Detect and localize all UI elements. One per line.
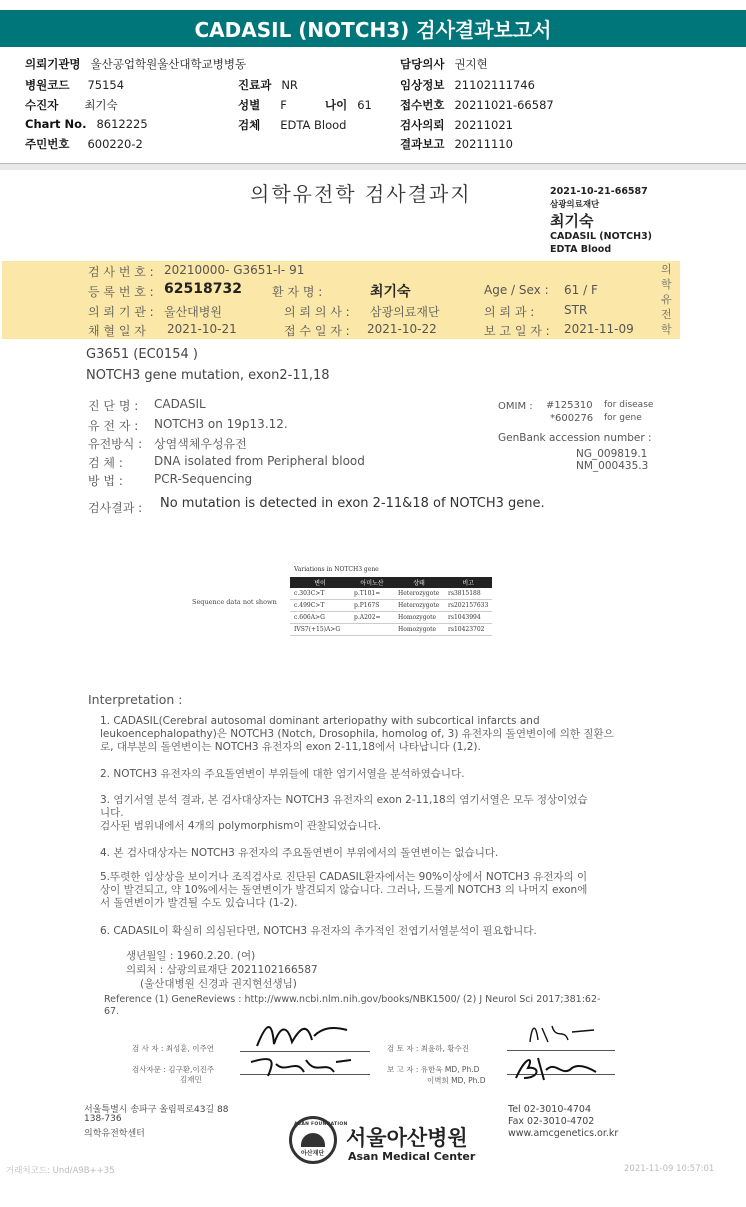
var-cell: rs202157633 bbox=[444, 600, 492, 612]
chart-no-field: Chart No. 8612225 bbox=[25, 117, 148, 131]
interp-1a: 1. CADASIL(Cerebral autosomal dominant arteriopathy with subcortical infarcts and bbox=[100, 715, 540, 727]
reg-no-label: 등 록 번 호 : bbox=[88, 285, 154, 299]
result-label: 검사결과 : bbox=[88, 501, 143, 515]
var-col-header: 변이 bbox=[290, 577, 350, 588]
test-name: NOTCH3 gene mutation, exon2-11,18 bbox=[86, 368, 330, 383]
omim-gene: *600276 bbox=[550, 413, 594, 424]
omim-gene-note: for gene bbox=[604, 413, 642, 423]
gene-value: NOTCH3 on 19p13.12. bbox=[154, 417, 288, 431]
inherit-label: 유전방식 : bbox=[88, 437, 143, 451]
tester: 검 사 자 : 최성훈, 이주연 bbox=[132, 1044, 215, 1053]
reg-no: 62518732 bbox=[164, 281, 242, 297]
ref-doc-label: 의 뢰 의 사 : bbox=[284, 305, 350, 319]
asan-seal-icon bbox=[289, 1116, 348, 1164]
method-value: PCR-Sequencing bbox=[154, 472, 253, 486]
specimen-type-label: 검 체 : bbox=[88, 456, 123, 470]
interp-4: 4. 본 검사대상자는 NOTCH3 유전자의 주요돌연변이 부위에서의 돌연변이는 없습니다. bbox=[100, 847, 499, 859]
interp-2: 2. NOTCH3 유전자의 주요돌연변이 부위들에 대한 염기서열을 분석하였습니다. bbox=[100, 768, 465, 780]
interp-3c: 검사된 범위내에서 4개의 polymorphism이 관찰되었습니다. bbox=[100, 820, 382, 832]
client-info: 의뢰처 : 삼광의료재단 2021102166587 bbox=[126, 964, 318, 976]
diag-value: CADASIL bbox=[154, 397, 206, 411]
doctor-field: 담당의사 권지현 bbox=[400, 57, 488, 71]
gene-label: 유 전 자 : bbox=[88, 419, 139, 433]
tel: Tel 02-3010-4704 bbox=[508, 1104, 591, 1115]
client-info-2: (울산대병원 신경과 권지현선생님) bbox=[140, 978, 297, 990]
reference-line-1: Reference (1) GeneReviews : http://www.ncbi.nlm.nih.gov/books/NBK1500/ (2) J Neurol Sci 2017;381:62- bbox=[104, 994, 601, 1005]
var-cell: p.A202= bbox=[350, 612, 394, 624]
age-sex-label: Age / Sex : bbox=[484, 283, 549, 297]
age-sex-value: 61 / F bbox=[564, 283, 598, 297]
var-cell: c.499C>T bbox=[290, 600, 350, 612]
var-cell: Homozygote bbox=[394, 612, 444, 624]
resident-no-field: 주민번호 600220-2 bbox=[25, 137, 143, 151]
variation-title: Variations in NOTCH3 gene bbox=[294, 566, 379, 573]
collect-value: 2021-10-21 bbox=[167, 322, 237, 336]
var-cell: Heterozygote bbox=[394, 600, 444, 612]
sex-field: 성별 F bbox=[238, 98, 287, 112]
method-label: 방 법 : bbox=[88, 474, 123, 488]
table-row bbox=[290, 588, 492, 600]
var-cell: p.T101= bbox=[350, 588, 394, 600]
recv-value: 2021-10-22 bbox=[367, 322, 437, 336]
interp-1c: 로, 대부분의 돌연변이는 NOTCH3 유전자의 exon 2-11,18에서 나타납니다 (1,2). bbox=[100, 741, 481, 753]
var-cell: Heterozygote bbox=[394, 588, 444, 600]
reviewer-sign-line bbox=[507, 1050, 615, 1051]
receipt-field: 접수번호 20211021-66587 bbox=[400, 98, 554, 112]
var-cell bbox=[350, 624, 394, 636]
report-field: 결과보고 20211110 bbox=[400, 137, 513, 151]
hospital-logo-en: Asan Medical Center bbox=[348, 1150, 476, 1163]
report-header bbox=[0, 48, 746, 164]
receipt-number: 2021-10-21-66587 bbox=[550, 186, 648, 197]
reporter-2: 이벽희 MD, Ph.D bbox=[427, 1076, 486, 1085]
reference-line-2: 67. bbox=[104, 1006, 120, 1017]
address-1: 서울특별시 송파구 올림픽로43길 88 bbox=[84, 1105, 229, 1115]
tester-signature bbox=[252, 1016, 352, 1052]
clinical-field: 임상정보 21102111746 bbox=[400, 78, 535, 92]
request-field: 검사의뢰 20211021 bbox=[400, 118, 513, 132]
interp-3a: 3. 염기서열 분석 결과, 본 검사대상자는 NOTCH3 유전자의 exon 2-11,18의 염기서열은 모두 정상이었습 bbox=[100, 794, 588, 806]
report-title: CADASIL (NOTCH3) 검사결과보고서 bbox=[194, 18, 552, 42]
seal-emblem bbox=[301, 1133, 325, 1147]
hospital-code-field: 병원코드 75154 bbox=[25, 78, 125, 92]
side-label: 의학유전학 bbox=[661, 263, 672, 336]
report-date-value: 2021-11-09 bbox=[564, 322, 634, 336]
var-cell: c.303C>T bbox=[290, 588, 350, 600]
fax: Fax 02-3010-4702 bbox=[508, 1116, 595, 1127]
var-cell: rs10423702 bbox=[444, 624, 492, 636]
seal-ring-text: ASAN FOUNDATION bbox=[294, 1122, 348, 1127]
name-value: 최기숙 bbox=[370, 284, 411, 300]
sequence-note: Sequence data not shown bbox=[192, 598, 277, 606]
var-col-header: 아미노산 bbox=[350, 577, 394, 588]
report-banner bbox=[0, 10, 746, 47]
interp-5b: 상이 발견되고, 약 10%에서는 돌연변이가 발견되지 않습니다. 그러나, 드물게 NOTCH3 의 나머지 exon에 bbox=[100, 884, 588, 896]
name-label: 환 자 명 : bbox=[272, 285, 323, 299]
table-row bbox=[290, 624, 492, 636]
interp-1b: leukoencephalopathy)은 NOTCH3 (Notch, Drosophila, homolog of, 3) 유전자의 돌연변이에 의한 질환으 bbox=[100, 728, 614, 740]
inherit-value: 상염색체우성유전 bbox=[154, 437, 247, 451]
advisor: 검사자문 : 김구환,이진주 bbox=[132, 1065, 215, 1074]
report-date-label: 보 고 일 자 : bbox=[484, 324, 550, 338]
recv-label: 접 수 일 자 : bbox=[284, 324, 350, 338]
var-cell: rs3815188 bbox=[444, 588, 492, 600]
interp-5a: 5.뚜렷한 임상상을 보이거나 조직검사로 진단된 CADASIL환자에서는 90%이상에서 NOTCH3 유전자의 이 bbox=[100, 871, 588, 883]
lab-name: 삼광의료재단 bbox=[550, 200, 600, 210]
exam-no: 20210000- G3651-I- 91 bbox=[164, 263, 305, 277]
omim-disease: #125310 bbox=[546, 400, 593, 411]
genbank-ng: NG_009819.1 bbox=[576, 448, 648, 460]
patient-name-label: 최기숙 bbox=[550, 212, 594, 230]
exam-no-label: 검 사 번 호 : bbox=[88, 265, 154, 279]
table-row bbox=[290, 612, 492, 624]
advisor-signature bbox=[246, 1054, 356, 1080]
footer-code: 거래처코드: Und/A9B++35 bbox=[6, 1166, 115, 1176]
genbank-label: GenBank accession number : bbox=[498, 432, 652, 444]
ref-doc-value: 삼광의료재단 bbox=[370, 305, 440, 319]
dept-label: 의 뢰 과 : bbox=[484, 305, 535, 319]
var-col-header: 비고 bbox=[444, 577, 492, 588]
birth-date: 생년월일 : 1960.2.20. (여) bbox=[126, 950, 256, 962]
reporter-signature bbox=[510, 1052, 600, 1082]
var-cell: rs1043994 bbox=[444, 612, 492, 624]
interp-5c: 서 돌연변이가 발견될 수도 있습니다 (1-2). bbox=[100, 897, 298, 909]
test-label: CADASIL (NOTCH3) bbox=[550, 231, 653, 242]
specimen-label: EDTA Blood bbox=[550, 244, 612, 255]
reporter: 보 고 자 : 유한욱 MD, Ph.D bbox=[387, 1065, 480, 1074]
var-cell: IVS7(+15)A>G bbox=[290, 624, 350, 636]
interp-6: 6. CADASIL이 확실히 의심된다면, NOTCH3 유전자의 추가적인 전엽기서열분석이 필요합니다. bbox=[100, 925, 537, 937]
diag-label: 진 단 명 : bbox=[88, 399, 139, 413]
dept-field: 진료과 NR bbox=[238, 78, 298, 92]
advisor-2: 김재민 bbox=[180, 1075, 202, 1084]
result-value: No mutation is detected in exon 2-11&18 of NOTCH3 gene. bbox=[160, 496, 545, 511]
footer-timestamp: 2021-11-09 10:57:01 bbox=[624, 1164, 715, 1174]
var-cell: c.606A>G bbox=[290, 612, 350, 624]
website: www.amcgenetics.or.kr bbox=[508, 1128, 619, 1139]
dept-value: STR bbox=[564, 303, 588, 317]
var-cell: p.P167S bbox=[350, 600, 394, 612]
seal-inner-text: 아산재단 bbox=[301, 1150, 325, 1157]
reviewer-signature bbox=[522, 1018, 602, 1048]
address-3: 의학유전학센터 bbox=[84, 1129, 145, 1139]
table-row bbox=[290, 600, 492, 612]
interpretation-heading: Interpretation : bbox=[88, 692, 183, 707]
reviewer: 검 토 자 : 최윤하, 황수진 bbox=[387, 1044, 470, 1053]
specimen-type-value: DNA isolated from Peripheral blood bbox=[154, 454, 365, 468]
inst-value: 울산대병원 bbox=[164, 305, 222, 319]
inst-label: 의 뢰 기 관 : bbox=[88, 305, 154, 319]
scanned-report bbox=[2, 170, 744, 1193]
age-field: 나이 61 bbox=[325, 98, 372, 112]
omim-disease-note: for disease bbox=[604, 400, 654, 410]
patient-field: 수진자 최기숙 bbox=[25, 98, 118, 112]
hospital-logo-ko: 서울아산병원 bbox=[346, 1126, 468, 1150]
institution-field: 의뢰기관명 울산공업학원울산대학교병병동 bbox=[25, 57, 247, 71]
omim-label: OMIM : bbox=[498, 401, 533, 412]
genbank-nm: NM_000435.3 bbox=[576, 460, 649, 472]
var-cell: Homozygote bbox=[394, 624, 444, 636]
collect-label: 채 혈 일 자 bbox=[88, 324, 146, 338]
doc-title: 의학유전학 검사결과지 bbox=[250, 182, 472, 206]
test-code: G3651 (EC0154 ) bbox=[86, 347, 198, 362]
variation-table bbox=[290, 577, 492, 636]
interp-3b: 니다. bbox=[100, 807, 124, 819]
address-2: 138-736 bbox=[84, 1114, 122, 1124]
var-col-header: 상태 bbox=[394, 577, 444, 588]
specimen-field: 검체 EDTA Blood bbox=[238, 118, 347, 132]
